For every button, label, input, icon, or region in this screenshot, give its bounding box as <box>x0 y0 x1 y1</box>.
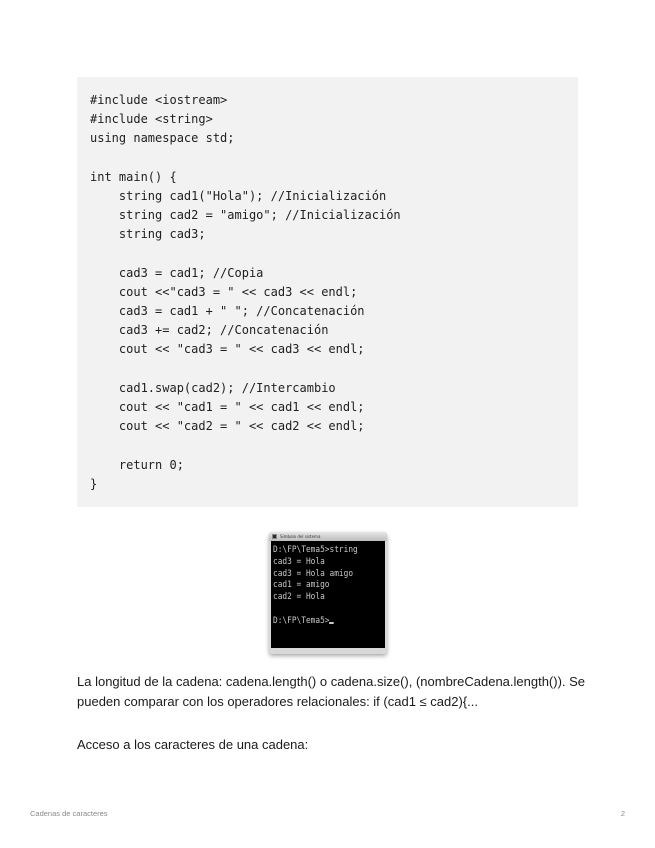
terminal-line: cad3 = Hola amigo <box>273 568 354 579</box>
code-line <box>90 149 578 168</box>
code-line: cout << "cad2 = " << cad2 << endl; <box>90 419 365 434</box>
terminal-cursor <box>330 622 335 624</box>
terminal-title: Símbolo del sistema <box>280 534 321 539</box>
code-line: cout << "cad3 = " << cad3 << endl; <box>90 342 365 357</box>
code-line: string cad3; <box>90 227 206 242</box>
terminal-line: D:\FP\Tema5>string <box>273 545 358 555</box>
terminal-line <box>273 604 376 616</box>
code-line: using namespace std; <box>90 131 235 146</box>
terminal-titlebar <box>269 532 387 541</box>
code-line: cad3 += cad2; //Concatenación <box>90 323 329 338</box>
terminal-line: cad3 = Hola <box>273 556 325 567</box>
terminal-output <box>271 541 385 648</box>
terminal-screenshot <box>269 532 387 654</box>
code-line <box>90 245 578 264</box>
code-line <box>90 436 578 455</box>
footer-title: Cadenas de caracteres <box>30 809 108 818</box>
code-line: cout << "cad1 = " << cad1 << endl; <box>90 400 365 414</box>
code-line: cad3 = cad1; //Copia <box>90 265 264 280</box>
code-line: cout <<"cad3 = " << cad3 << endl; <box>90 284 358 299</box>
code-line: cad1.swap(cad2); //Intercambio <box>90 380 336 395</box>
terminal-prompt: D:\FP\Tema5> <box>273 615 330 626</box>
paragraph-char-access: Acceso a los caracteres de una cadena: <box>77 737 309 752</box>
code-line: string cad2 = "amigo"; //Inicialización <box>90 208 401 223</box>
terminal-prompt-line <box>273 616 376 628</box>
code-line: #include <string> <box>90 112 213 127</box>
code-line: } <box>90 476 98 491</box>
code-line: cad3 = cad1 + " "; //Concatenación <box>90 304 365 319</box>
code-block <box>77 77 578 507</box>
terminal-line: cad1 = amigo <box>273 580 330 591</box>
code-line: #include <iostream> <box>90 93 228 107</box>
terminal-line: cad2 = Hola <box>273 592 325 603</box>
code-line <box>90 360 578 379</box>
code-line: return 0; <box>90 457 184 472</box>
paragraph-string-length: La longitud de la cadena: cadena.length() o cadena.size(), (nombreCadena.length()). Se pueden comparar con los operadores relacionales: if (cad1 ≤ cad2){... <box>77 674 586 709</box>
page-number: 2 <box>620 809 625 818</box>
code-line: string cad1("Hola"); //Inicialización <box>90 188 387 203</box>
terminal-icon <box>272 534 277 539</box>
code-line: int main() { <box>90 169 177 184</box>
